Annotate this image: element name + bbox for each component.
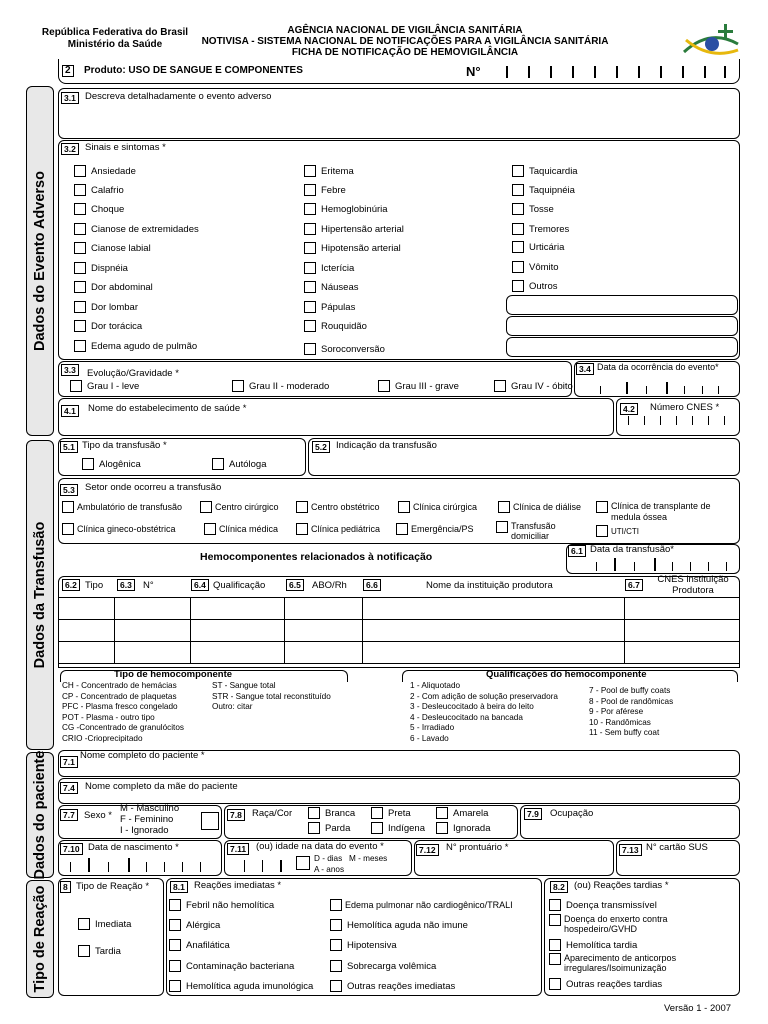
legend-qual-title: Qualificações do hemocomponente (486, 669, 647, 680)
age-units: D - dias M - meses A - anos (314, 854, 388, 874)
col-cnes-label: CNES instituição Produtora (657, 574, 729, 596)
anvisa-logo (680, 22, 742, 64)
legend-qual-left: 1 - Aliquotado 2 - Com adição de solução preservadora 3 - Desleucocitado à beira do leito 4 - Desleucocitado na bancada 5 - Irradiado 6 - Lavado (410, 681, 558, 743)
reaction-type-option[interactable]: Tardia (78, 945, 121, 957)
race-option[interactable]: Indígena (371, 822, 425, 834)
checkbox[interactable] (169, 939, 181, 951)
field-3-2-label: Sinais e sintomas * (85, 142, 166, 153)
gov-line-1: República Federativa do Brasil (41, 27, 189, 38)
gravidade-option[interactable]: Grau I - leve (70, 380, 139, 392)
title-line-2: NOTIVISA - SISTEMA NACIONAL DE NOTIFICAÇÕES PARA A VIGILÂNCIA SANITÁRIA (201, 36, 609, 47)
checkbox[interactable] (371, 822, 383, 834)
field-7-9-label: Ocupação (550, 808, 594, 819)
immediate-reaction-option[interactable]: Edema pulmonar não cardiogênico/TRALI (330, 899, 513, 911)
immediate-reaction-option[interactable]: Outras reações imediatas (330, 980, 455, 992)
symptom-option[interactable]: Hipertensão arterial (304, 223, 404, 235)
symptom-option[interactable]: Vômito (512, 261, 559, 273)
field-5-3-label: Setor onde ocorreu a transfusão (85, 482, 222, 493)
checkbox[interactable] (512, 280, 524, 292)
checkbox[interactable] (74, 165, 86, 177)
hemo-title: Hemocomponentes relacionados à notificação (200, 551, 433, 563)
notification-number-label: N° (466, 64, 481, 79)
field-num-8-2: 8.2 (550, 881, 568, 893)
checkbox[interactable] (78, 918, 90, 930)
field-6-1-label: Data da transfusão* (590, 544, 674, 555)
symptom-option[interactable]: Náuseas (304, 281, 359, 293)
gravidade-option[interactable]: Grau II - moderado (232, 380, 329, 392)
symptom-option[interactable]: Dispnéia (74, 262, 128, 274)
checkbox[interactable] (396, 523, 408, 535)
checkbox[interactable] (304, 320, 316, 332)
checkbox[interactable] (70, 380, 82, 392)
field-num-6-1: 6.1 (568, 545, 586, 557)
sector-option[interactable]: Ambulatório de transfusão (62, 501, 182, 513)
legend-tipo-left: CH - Concentrado de hemácias CP - Concentrado de plaquetas PFC - Plasma fresco congelado POT - Plasma - outro tipo CG -Concentrado de granulócitos CRIO -Crioprecipitado (62, 681, 184, 743)
symptom-option[interactable]: Pápulas (304, 301, 355, 313)
immediate-reaction-option[interactable]: Febril não hemolítica (169, 899, 274, 911)
date-ticks (600, 382, 736, 394)
checkbox[interactable] (512, 261, 524, 273)
gravidade-option[interactable]: Grau III - grave (378, 380, 459, 392)
notification-number-input[interactable] (500, 66, 730, 79)
field-num-8: 8 (60, 881, 71, 893)
field-num-5-2: 5.2 (312, 441, 330, 453)
legend-tipo-title: Tipo de hemocomponente (114, 669, 233, 680)
field-num-7-12: 7.12 (416, 844, 439, 856)
field-7-13-label: N° cartão SUS (646, 842, 708, 853)
checkbox[interactable] (436, 822, 448, 834)
outros-text-1[interactable] (506, 295, 738, 315)
checkbox[interactable] (512, 241, 524, 253)
field-num-6-6: 6.6 (363, 579, 381, 591)
symptom-option[interactable]: Hemoglobinúria (304, 203, 388, 215)
field-7-1-label: Nome completo do paciente * (80, 750, 205, 761)
checkbox[interactable] (74, 281, 86, 293)
field-7-12-label: N° prontuário * (446, 842, 509, 853)
sector-option[interactable]: Centro cirúrgico (200, 501, 279, 513)
sector-option[interactable]: Clínica cirúrgica (398, 501, 477, 513)
late-reaction-option[interactable]: Aparecimento de anticorpos irregulares/Isoimunização (549, 953, 724, 973)
cnes-ticks (624, 416, 736, 426)
col-qualificacao-label: Qualificação (213, 580, 266, 591)
checkbox[interactable] (330, 899, 342, 911)
checkbox[interactable] (304, 165, 316, 177)
field-num-8-1: 8.1 (170, 881, 188, 893)
legend-qual-right: 7 - Pool de buffy coats 8 - Pool de randômicas 9 - Por aférese 10 - Randômicas 11 - Sem buffy coat (589, 686, 674, 737)
checkbox[interactable] (371, 807, 383, 819)
symptom-option[interactable]: Calafrio (74, 184, 124, 196)
checkbox[interactable] (74, 301, 86, 313)
symptom-option[interactable]: Choque (74, 203, 124, 215)
symptom-option[interactable]: Tremores (512, 223, 569, 235)
immediate-reaction-option[interactable]: Hemolítica aguda imunológica (169, 980, 313, 992)
table-row (59, 598, 740, 620)
symptom-option[interactable]: Dor lombar (74, 301, 138, 313)
field-num-6-5: 6.5 (286, 579, 304, 591)
product-label: Produto: USO DE SANGUE E COMPONENTES (84, 65, 303, 76)
symptom-option[interactable]: Outros (512, 280, 558, 292)
sector-option[interactable]: UTI/CTI (596, 525, 639, 537)
reaction-type-option[interactable]: Imediata (78, 918, 131, 930)
sector-option[interactable]: Clínica de transplante de medula óssea (596, 501, 737, 523)
gravidade-option[interactable]: Grau IV - óbito (494, 380, 573, 392)
field-7-11-label: (ou) idade na data do evento * (256, 841, 384, 852)
symptom-option[interactable]: Rouquidão (304, 320, 367, 332)
checkbox[interactable] (204, 523, 216, 535)
race-option[interactable]: Ignorada (436, 822, 491, 834)
field-num-7-1: 7.1 (60, 756, 78, 768)
checkbox[interactable] (74, 242, 86, 254)
symptom-option[interactable]: Eritema (304, 165, 354, 177)
symptom-option[interactable]: Tosse (512, 203, 554, 215)
race-option[interactable]: Parda (308, 822, 350, 834)
checkbox[interactable] (304, 343, 316, 355)
field-7-4-label: Nome completo da mãe do paciente (85, 781, 238, 792)
field-num-7-13: 7.13 (619, 844, 642, 856)
late-reaction-option[interactable]: Doença do enxerto contra hospedeiro/GVHD (549, 914, 724, 934)
checkbox[interactable] (74, 340, 86, 352)
race-option[interactable]: Branca (308, 807, 355, 819)
immediate-reaction-option[interactable]: Contaminação bacteriana (169, 960, 294, 972)
checkbox[interactable] (304, 262, 316, 274)
transfusion-type-option[interactable]: Autóloga (212, 458, 267, 470)
symptom-option[interactable]: Dor torácica (74, 320, 142, 332)
checkbox[interactable] (304, 203, 316, 215)
checkbox[interactable] (330, 939, 342, 951)
checkbox[interactable] (169, 899, 181, 911)
outros-text-2[interactable] (506, 316, 738, 336)
sector-option[interactable]: Clínica gineco-obstétrica (62, 523, 176, 535)
field-num-3-1: 3.1 (61, 92, 79, 104)
immediate-reaction-option[interactable]: Alérgica (169, 919, 220, 931)
checkbox[interactable] (512, 203, 524, 215)
age-ticks (240, 860, 300, 872)
field-4-2-label: Número CNES * (650, 402, 720, 413)
checkbox[interactable] (498, 501, 510, 513)
checkbox[interactable] (62, 501, 74, 513)
field-7-10-label: Data de nascimento * (88, 842, 179, 853)
sector-option[interactable]: Centro obstétrico (296, 501, 380, 513)
field-5-1-label: Tipo da transfusão * (82, 440, 167, 451)
field-num-7-8: 7.8 (227, 809, 245, 821)
checkbox[interactable] (330, 960, 342, 972)
field-num-6-2: 6.2 (62, 579, 80, 591)
checkbox[interactable] (549, 899, 561, 911)
hemo-table (58, 597, 740, 664)
section-transfusao: Dados da Transfusão (26, 440, 54, 750)
field-num-4-2: 4.2 (620, 403, 638, 415)
late-reaction-option[interactable]: Hemolítica tardia (549, 939, 637, 951)
field-num-4-1: 4.1 (61, 405, 79, 417)
age-unit-input[interactable] (296, 856, 310, 870)
field-num-3-3: 3.3 (61, 364, 79, 376)
field-num-5-1: 5.1 (60, 441, 78, 453)
gov-line-2: Ministério da Saúde (67, 39, 163, 50)
checkbox[interactable] (512, 184, 524, 196)
legend-tipo-right: ST - Sangue total STR - Sangue total reconstituído Outro: citar (212, 681, 331, 711)
col-abo-label: ABO/Rh (312, 580, 347, 591)
field-num-3-2: 3.2 (61, 143, 79, 155)
checkbox[interactable] (549, 939, 561, 951)
checkbox[interactable] (436, 807, 448, 819)
symptom-option[interactable]: Edema agudo de pulmão (74, 340, 197, 352)
checkbox[interactable] (308, 822, 320, 834)
checkbox[interactable] (596, 501, 608, 513)
checkbox[interactable] (596, 525, 608, 537)
field-num-6-4: 6.4 (191, 579, 209, 591)
field-4-1-label: Nome do estabelecimento de saúde * (88, 403, 247, 414)
checkbox[interactable] (74, 320, 86, 332)
section-paciente: Dados do paciente (26, 752, 54, 878)
checkbox[interactable] (308, 807, 320, 819)
field-8-1-label: Reações imediatas * (194, 880, 282, 891)
late-reaction-option[interactable]: Doença transmissível (549, 899, 657, 911)
checkbox[interactable] (296, 523, 308, 535)
checkbox[interactable] (74, 262, 86, 274)
checkbox[interactable] (74, 203, 86, 215)
field-num-7-4: 7.4 (60, 782, 78, 794)
symptom-option[interactable]: Cianose labial (74, 242, 151, 254)
transfusion-date-ticks (592, 558, 738, 572)
checkbox[interactable] (512, 165, 524, 177)
late-reaction-option[interactable]: Outras reações tardias (549, 978, 662, 990)
field-num-7-9: 7.9 (524, 808, 542, 820)
col-tipo-label: Tipo (85, 580, 104, 591)
field-num-7-10: 7.10 (60, 843, 83, 855)
checkbox[interactable] (74, 184, 86, 196)
symptom-option[interactable]: Ansiedade (74, 165, 136, 177)
sector-option[interactable]: Clínica médica (204, 523, 278, 535)
checkbox[interactable] (212, 458, 224, 470)
table-row (59, 620, 740, 642)
immediate-reaction-option[interactable]: Anafilática (169, 939, 230, 951)
field-3-4-label: Data da ocorrência do evento* (597, 362, 719, 372)
checkbox[interactable] (62, 523, 74, 535)
symptom-option[interactable]: Cianose de extremidades (74, 223, 199, 235)
field-8-2-label: (ou) Reações tardias * (574, 880, 669, 891)
field-8-1 (166, 878, 542, 996)
outros-text-3[interactable] (506, 337, 738, 357)
symptom-option[interactable]: Soroconversão (304, 343, 385, 355)
checkbox[interactable] (296, 501, 308, 513)
sector-option[interactable]: Clínica pediátrica (296, 523, 380, 535)
title-line-1: AGÊNCIA NACIONAL DE VIGILÂNCIA SANITÁRIA (287, 25, 523, 36)
symptom-option[interactable]: Taquipnéia (512, 184, 575, 196)
checkbox[interactable] (304, 301, 316, 313)
field-num-7-11: 7.11 (227, 843, 249, 855)
symptom-option[interactable]: Urticária (512, 241, 564, 253)
table-row (59, 642, 740, 664)
checkbox[interactable] (232, 380, 244, 392)
version-label: Versão 1 - 2007 (664, 1003, 732, 1014)
sector-option[interactable]: Emergência/PS (396, 523, 474, 535)
checkbox[interactable] (169, 960, 181, 972)
checkbox[interactable] (494, 380, 506, 392)
checkbox[interactable] (330, 919, 342, 931)
section-tipo-reacao: Tipo de Reação (26, 880, 54, 998)
checkbox[interactable] (304, 223, 316, 235)
immediate-reaction-option[interactable]: Sobrecarga volêmica (330, 960, 436, 972)
checkbox[interactable] (378, 380, 390, 392)
field-num-3-4: 3.4 (576, 363, 594, 375)
field-3-3-label: Evolução/Gravidade * (87, 368, 179, 379)
form-title (190, 25, 620, 58)
immediate-reaction-option[interactable]: Hemolítica aguda não imune (330, 919, 468, 931)
checkbox[interactable] (169, 980, 181, 992)
checkbox[interactable] (330, 980, 342, 992)
section-evento-adverso: Dados do Evento Adverso (26, 86, 54, 436)
symptom-option[interactable]: Febre (304, 184, 346, 196)
sex-input[interactable] (201, 812, 219, 830)
checkbox[interactable] (512, 223, 524, 235)
field-7-7-label: Sexo * (84, 810, 112, 821)
symptom-option[interactable]: Taquicardia (512, 165, 578, 177)
symptom-option[interactable]: Dor abdominal (74, 281, 153, 293)
race-option[interactable]: Amarela (436, 807, 488, 819)
sector-option[interactable]: Transfusão domiciliar (496, 521, 583, 541)
field-7-12[interactable] (414, 840, 614, 876)
checkbox[interactable] (549, 953, 561, 965)
sector-option[interactable]: Clínica de diálise (498, 501, 581, 513)
checkbox[interactable] (398, 501, 410, 513)
race-option[interactable]: Preta (371, 807, 411, 819)
checkbox[interactable] (82, 458, 94, 470)
field-num-6-7: 6.7 (625, 579, 643, 591)
checkbox[interactable] (169, 919, 181, 931)
field-num-6-3: 6.3 (117, 579, 135, 591)
field-num-7-7: 7.7 (60, 809, 78, 821)
birthdate-ticks (66, 858, 216, 872)
checkbox[interactable] (304, 242, 316, 254)
transfusion-type-option[interactable]: Alogênica (82, 458, 141, 470)
title-line-3: FICHA DE NOTIFICAÇÃO DE HEMOVIGILÂNCIA (291, 47, 519, 58)
checkbox[interactable] (304, 184, 316, 196)
checkbox[interactable] (304, 281, 316, 293)
field-num-2: 2 (62, 65, 74, 77)
immediate-reaction-option[interactable]: Hipotensiva (330, 939, 397, 951)
field-7-8-label: Raça/Cor (252, 808, 293, 819)
field-5-2-label: Indicação da transfusão (336, 440, 437, 451)
field-8 (58, 878, 164, 996)
symptom-option[interactable]: Icterícia (304, 262, 354, 274)
symptom-option[interactable]: Hipotensão arterial (304, 242, 401, 254)
field-8-label: Tipo de Reação * (76, 881, 150, 892)
checkbox[interactable] (200, 501, 212, 513)
field-3-1-label: Descreva detalhadamente o evento adverso (85, 91, 272, 102)
col-numero-label: N° (143, 580, 154, 591)
col-instituicao-label: Nome da instituição produtora (426, 580, 553, 591)
gov-header (22, 27, 208, 51)
checkbox[interactable] (496, 521, 508, 533)
checkbox[interactable] (549, 978, 561, 990)
checkbox[interactable] (549, 914, 561, 926)
field-num-5-3: 5.3 (60, 484, 78, 496)
sex-options: M - Masculino F - Feminino I - Ignorado (120, 803, 180, 836)
checkbox[interactable] (78, 945, 90, 957)
checkbox[interactable] (74, 223, 86, 235)
